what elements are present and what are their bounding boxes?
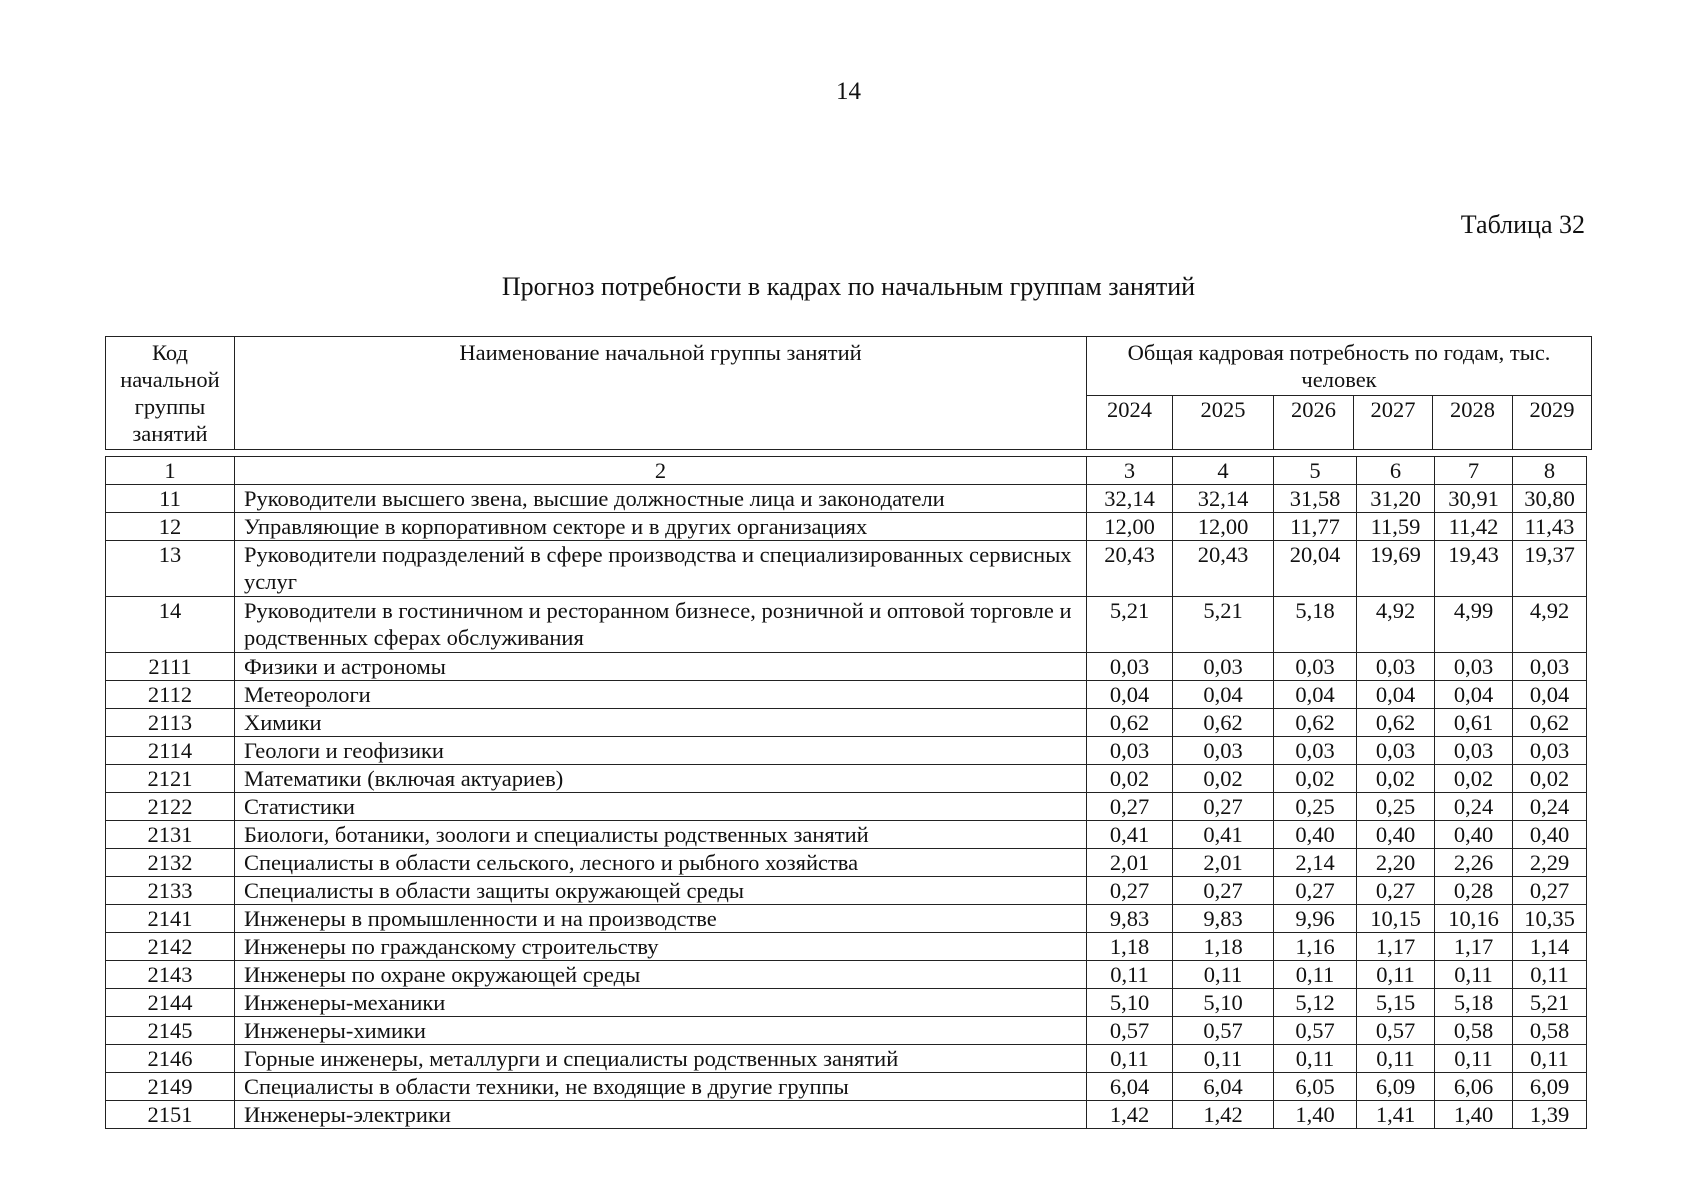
row-name: Геологи и геофизики (235, 737, 1087, 765)
row-value: 12,00 (1087, 513, 1173, 541)
row-value: 0,11 (1357, 961, 1435, 989)
table-row (106, 513, 1587, 541)
row-value: 20,04 (1274, 541, 1357, 597)
row-name: Статистики (235, 793, 1087, 821)
row-value: 0,57 (1087, 1017, 1173, 1045)
row-name: Физики и астрономы (235, 653, 1087, 681)
row-value: 5,21 (1173, 597, 1274, 653)
row-value: 20,43 (1173, 541, 1274, 597)
row-value: 30,91 (1435, 485, 1513, 513)
row-value: 4,92 (1357, 597, 1435, 653)
table-row (106, 653, 1587, 681)
column-number: 6 (1357, 457, 1435, 485)
row-value: 0,11 (1087, 1045, 1173, 1073)
row-value: 0,11 (1173, 1045, 1274, 1073)
row-code: 2111 (106, 653, 235, 681)
row-value: 9,96 (1274, 905, 1357, 933)
row-value: 0,04 (1274, 681, 1357, 709)
row-value: 5,21 (1087, 597, 1173, 653)
row-value: 0,03 (1173, 653, 1274, 681)
row-value: 0,02 (1274, 765, 1357, 793)
row-code: 2132 (106, 849, 235, 877)
column-number: 3 (1087, 457, 1173, 485)
row-value: 0,62 (1087, 709, 1173, 737)
row-value: 2,14 (1274, 849, 1357, 877)
row-name: Управляющие в корпоративном секторе и в других организациях (235, 513, 1087, 541)
document-title: Прогноз потребности в кадрах по начальным группам занятий (501, 272, 1196, 301)
row-name: Руководители в гостиничном и ресторанном бизнесе, розничной и оптовой торговле и родственных сферах обслуживания (235, 597, 1087, 653)
table-row (106, 541, 1587, 597)
row-value: 31,20 (1357, 485, 1435, 513)
row-value: 0,02 (1173, 765, 1274, 793)
row-value: 0,27 (1087, 877, 1173, 905)
row-value: 5,10 (1087, 989, 1173, 1017)
row-value: 32,14 (1087, 485, 1173, 513)
row-name: Специалисты в области сельского, лесного и рыбного хозяйства (235, 849, 1087, 877)
row-value: 6,04 (1173, 1073, 1274, 1101)
column-number: 4 (1173, 457, 1274, 485)
row-value: 12,00 (1173, 513, 1274, 541)
row-value: 6,09 (1513, 1073, 1587, 1101)
row-value: 0,27 (1274, 877, 1357, 905)
table-row (106, 821, 1587, 849)
table-row (106, 1073, 1587, 1101)
row-code: 12 (106, 513, 235, 541)
row-value: 1,14 (1513, 933, 1587, 961)
row-value: 0,11 (1513, 961, 1587, 989)
row-value: 0,02 (1357, 765, 1435, 793)
row-value: 0,57 (1357, 1017, 1435, 1045)
row-value: 1,18 (1173, 933, 1274, 961)
table-row (106, 961, 1587, 989)
row-name: Специалисты в области техники, не входящие в другие группы (235, 1073, 1087, 1101)
row-code: 2143 (106, 961, 235, 989)
row-name: Химики (235, 709, 1087, 737)
header-year: 2025 (1173, 396, 1274, 450)
row-value: 5,21 (1513, 989, 1587, 1017)
row-value: 19,69 (1357, 541, 1435, 597)
row-value: 10,15 (1357, 905, 1435, 933)
header-code: Код начальной группы занятий (106, 337, 235, 450)
table-row (106, 597, 1587, 653)
row-value: 0,40 (1513, 821, 1587, 849)
row-name: Метеорологи (235, 681, 1087, 709)
row-value: 0,27 (1513, 877, 1587, 905)
row-value: 0,24 (1435, 793, 1513, 821)
row-value: 0,03 (1435, 653, 1513, 681)
row-value: 0,04 (1173, 681, 1274, 709)
row-name: Инженеры-химики (235, 1017, 1087, 1045)
row-value: 11,42 (1435, 513, 1513, 541)
row-value: 1,42 (1173, 1101, 1274, 1129)
row-value: 6,04 (1087, 1073, 1173, 1101)
row-value: 0,03 (1513, 737, 1587, 765)
row-value: 0,40 (1435, 821, 1513, 849)
row-value: 2,29 (1513, 849, 1587, 877)
row-value: 0,11 (1173, 961, 1274, 989)
row-value: 0,04 (1435, 681, 1513, 709)
column-number: 2 (235, 457, 1087, 485)
table-row (106, 933, 1587, 961)
row-value: 0,03 (1173, 737, 1274, 765)
row-value: 0,03 (1357, 653, 1435, 681)
row-value: 19,43 (1435, 541, 1513, 597)
column-number-row (106, 457, 1587, 485)
row-code: 2146 (106, 1045, 235, 1073)
row-name: Инженеры по охране окружающей среды (235, 961, 1087, 989)
row-value: 31,58 (1274, 485, 1357, 513)
row-value: 0,04 (1513, 681, 1587, 709)
row-value: 0,03 (1274, 737, 1357, 765)
row-value: 0,03 (1513, 653, 1587, 681)
data-table (105, 456, 1587, 1129)
column-number: 5 (1274, 457, 1357, 485)
row-name: Руководители высшего звена, высшие должностные лица и законодатели (235, 485, 1087, 513)
row-value: 0,58 (1513, 1017, 1587, 1045)
row-value: 30,80 (1513, 485, 1587, 513)
row-value: 1,39 (1513, 1101, 1587, 1129)
row-value: 4,92 (1513, 597, 1587, 653)
column-number: 8 (1513, 457, 1587, 485)
row-value: 0,02 (1513, 765, 1587, 793)
row-value: 0,11 (1435, 1045, 1513, 1073)
row-value: 2,01 (1087, 849, 1173, 877)
row-value: 1,16 (1274, 933, 1357, 961)
row-code: 13 (106, 541, 235, 597)
row-value: 0,27 (1173, 793, 1274, 821)
row-value: 0,11 (1513, 1045, 1587, 1073)
row-value: 5,18 (1274, 597, 1357, 653)
header-year: 2027 (1354, 396, 1433, 450)
row-code: 2142 (106, 933, 235, 961)
row-name: Инженеры в промышленности и на производстве (235, 905, 1087, 933)
row-value: 0,57 (1173, 1017, 1274, 1045)
table-header (105, 336, 1592, 450)
row-code: 2141 (106, 905, 235, 933)
row-value: 1,18 (1087, 933, 1173, 961)
row-value: 6,05 (1274, 1073, 1357, 1101)
header-name: Наименование начальной группы занятий (235, 337, 1087, 450)
row-name: Руководители подразделений в сфере производства и специализированных сервисных услуг (235, 541, 1087, 597)
row-value: 0,11 (1357, 1045, 1435, 1073)
row-value: 0,62 (1513, 709, 1587, 737)
row-value: 0,57 (1274, 1017, 1357, 1045)
row-value: 0,11 (1274, 961, 1357, 989)
row-value: 11,59 (1357, 513, 1435, 541)
row-code: 11 (106, 485, 235, 513)
row-value: 0,24 (1513, 793, 1587, 821)
row-value: 5,12 (1274, 989, 1357, 1017)
row-value: 0,03 (1087, 653, 1173, 681)
table-row (106, 877, 1587, 905)
row-value: 0,28 (1435, 877, 1513, 905)
row-code: 2112 (106, 681, 235, 709)
row-name: Инженеры-электрики (235, 1101, 1087, 1129)
row-name: Математики (включая актуариев) (235, 765, 1087, 793)
header-group: Общая кадровая потребность по годам, тыс. человек (1087, 337, 1592, 396)
row-value: 0,11 (1435, 961, 1513, 989)
row-code: 14 (106, 597, 235, 653)
row-name: Специалисты в области защиты окружающей среды (235, 877, 1087, 905)
row-value: 0,03 (1435, 737, 1513, 765)
row-value: 0,27 (1357, 877, 1435, 905)
row-value: 0,41 (1087, 821, 1173, 849)
row-value: 0,03 (1274, 653, 1357, 681)
header-year: 2028 (1433, 396, 1513, 450)
table-row (106, 905, 1587, 933)
row-value: 5,15 (1357, 989, 1435, 1017)
row-value: 1,42 (1087, 1101, 1173, 1129)
column-number: 1 (106, 457, 235, 485)
row-value: 2,01 (1173, 849, 1274, 877)
row-code: 2113 (106, 709, 235, 737)
header-year: 2029 (1513, 396, 1592, 450)
row-value: 1,17 (1435, 933, 1513, 961)
row-value: 1,17 (1357, 933, 1435, 961)
table-row (106, 765, 1587, 793)
row-code: 2131 (106, 821, 235, 849)
row-value: 0,40 (1274, 821, 1357, 849)
column-number: 7 (1435, 457, 1513, 485)
row-value: 9,83 (1087, 905, 1173, 933)
row-name: Инженеры по гражданскому строительству (235, 933, 1087, 961)
row-value: 0,02 (1087, 765, 1173, 793)
table-row (106, 737, 1587, 765)
row-value: 0,11 (1087, 961, 1173, 989)
row-value: 32,14 (1173, 485, 1274, 513)
header-year: 2024 (1087, 396, 1173, 450)
table-row (106, 1101, 1587, 1129)
row-value: 1,41 (1357, 1101, 1435, 1129)
row-name: Инженеры-механики (235, 989, 1087, 1017)
row-value: 0,25 (1357, 793, 1435, 821)
table-row (106, 681, 1587, 709)
row-value: 1,40 (1435, 1101, 1513, 1129)
row-code: 2145 (106, 1017, 235, 1045)
row-value: 0,04 (1357, 681, 1435, 709)
row-code: 2144 (106, 989, 235, 1017)
row-value: 0,62 (1173, 709, 1274, 737)
row-value: 6,06 (1435, 1073, 1513, 1101)
row-value: 11,43 (1513, 513, 1587, 541)
row-name: Горные инженеры, металлурги и специалисты родственных занятий (235, 1045, 1087, 1073)
row-code: 2121 (106, 765, 235, 793)
row-value: 1,40 (1274, 1101, 1357, 1129)
row-value: 0,27 (1087, 793, 1173, 821)
row-value: 2,26 (1435, 849, 1513, 877)
row-value: 0,03 (1357, 737, 1435, 765)
row-value: 20,43 (1087, 541, 1173, 597)
row-value: 0,03 (1087, 737, 1173, 765)
table-row (106, 709, 1587, 737)
row-value: 0,04 (1087, 681, 1173, 709)
row-value: 0,40 (1357, 821, 1435, 849)
table-row (106, 793, 1587, 821)
row-value: 0,02 (1435, 765, 1513, 793)
page-number: 14 (836, 78, 861, 105)
row-value: 11,77 (1274, 513, 1357, 541)
row-name: Биологи, ботаники, зоологи и специалисты родственных занятий (235, 821, 1087, 849)
row-value: 10,16 (1435, 905, 1513, 933)
header-year: 2026 (1274, 396, 1354, 450)
table-label: Таблица 32 (1460, 210, 1585, 239)
row-value: 0,62 (1274, 709, 1357, 737)
row-value: 0,62 (1357, 709, 1435, 737)
table-row (106, 1045, 1587, 1073)
row-value: 5,18 (1435, 989, 1513, 1017)
row-value: 0,41 (1173, 821, 1274, 849)
row-code: 2151 (106, 1101, 235, 1129)
table-row (106, 849, 1587, 877)
row-value: 6,09 (1357, 1073, 1435, 1101)
row-value: 10,35 (1513, 905, 1587, 933)
row-value: 0,27 (1173, 877, 1274, 905)
row-code: 2149 (106, 1073, 235, 1101)
row-value: 5,10 (1173, 989, 1274, 1017)
row-value: 2,20 (1357, 849, 1435, 877)
table-row (106, 485, 1587, 513)
row-code: 2133 (106, 877, 235, 905)
row-value: 0,11 (1274, 1045, 1357, 1073)
table-row (106, 989, 1587, 1017)
row-code: 2114 (106, 737, 235, 765)
row-value: 4,99 (1435, 597, 1513, 653)
row-value: 0,61 (1435, 709, 1513, 737)
row-value: 9,83 (1173, 905, 1274, 933)
row-value: 0,25 (1274, 793, 1357, 821)
row-value: 19,37 (1513, 541, 1587, 597)
row-code: 2122 (106, 793, 235, 821)
row-value: 0,58 (1435, 1017, 1513, 1045)
table-row (106, 1017, 1587, 1045)
